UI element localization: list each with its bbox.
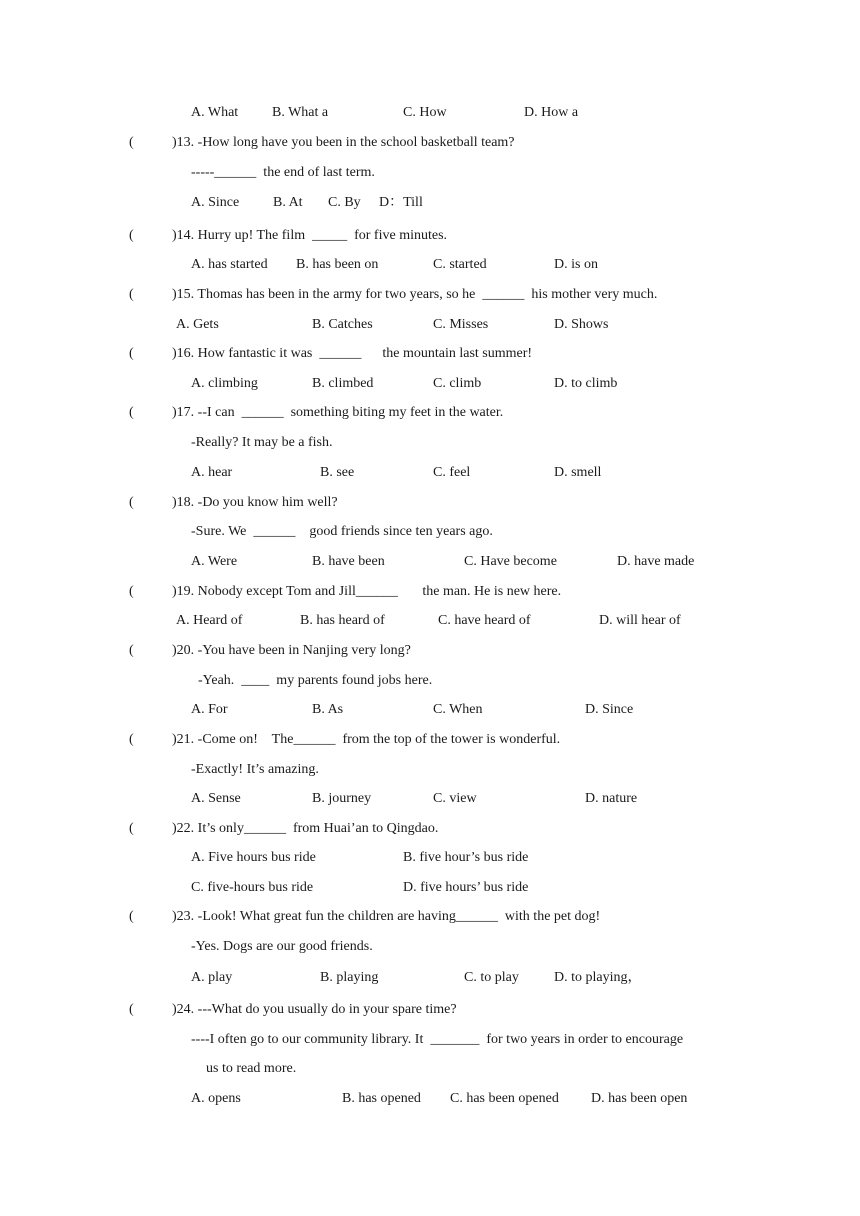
q19-option-a: A. Heard of	[176, 613, 243, 628]
q12-option-b: B. What a	[272, 105, 329, 120]
q23-option-a: A. play	[191, 970, 233, 985]
q21-line2: -Exactly! It’s amazing.	[191, 762, 319, 777]
q16-option-c: C. climb	[433, 376, 482, 391]
q20-option-b: B. As	[312, 702, 344, 717]
q22-option-b: B. five hour’s bus ride	[403, 850, 529, 865]
q24-option-c: C. has been opened	[450, 1091, 559, 1106]
q20-line2: -Yeah. ____ my parents found jobs here.	[198, 673, 433, 688]
q19-answer-paren: (	[129, 584, 134, 599]
q16-option-a: A. climbing	[191, 376, 258, 391]
q14-option-a: A. has started	[191, 257, 268, 272]
q24-option-a: A. opens	[191, 1091, 241, 1106]
q19-option-b: B. has heard of	[300, 613, 385, 628]
q24-answer-paren: (	[129, 1002, 134, 1017]
q15-option-a: A. Gets	[176, 317, 219, 332]
q18-line2: -Sure. We ______ good friends since ten years ago.	[191, 524, 493, 539]
q13-line2: -----______ the end of last term.	[191, 165, 375, 180]
q22-option-a: A. Five hours bus ride	[191, 850, 316, 865]
q12-option-d: D. How a	[524, 105, 579, 120]
q13-option-c: C. By	[328, 195, 361, 210]
q23-stem: )23. -Look! What great fun the children are having______ with the pet dog!	[172, 909, 601, 924]
q23-option-b: B. playing	[320, 970, 379, 985]
q16-stem: )16. How fantastic it was ______ the mountain last summer!	[172, 346, 533, 361]
q17-stem: )17. --I can ______ something biting my feet in the water.	[172, 405, 504, 420]
q22-option-c: C. five-hours bus ride	[191, 880, 314, 895]
q17-option-c: C. feel	[433, 465, 471, 480]
q22-answer-paren: (	[129, 821, 134, 836]
q15-stem: )15. Thomas has been in the army for two years, so he ______ his mother very much.	[172, 287, 658, 302]
q16-answer-paren: (	[129, 346, 134, 361]
q24-option-d: D. has been open	[591, 1091, 688, 1106]
q23-line2: -Yes. Dogs are our good friends.	[191, 939, 373, 954]
q20-answer-paren: (	[129, 643, 134, 658]
q14-option-c: C. started	[433, 257, 487, 272]
q18-option-b: B. have been	[312, 554, 385, 569]
q18-option-d: D. have made	[617, 554, 695, 569]
q19-option-d: D. will hear of	[599, 613, 681, 628]
q15-option-b: B. Catches	[312, 317, 373, 332]
q24-line2: ----I often go to our community library. It _______ for two years in order to encourage	[191, 1032, 684, 1047]
q18-answer-paren: (	[129, 495, 134, 510]
q17-answer-paren: (	[129, 405, 134, 420]
q20-stem: )20. -You have been in Nanjing very long?	[172, 643, 411, 658]
q23-answer-paren: (	[129, 909, 134, 924]
q13-answer-paren: (	[129, 135, 134, 150]
q21-option-b: B. journey	[312, 791, 372, 806]
q24-option-b: B. has opened	[342, 1091, 421, 1106]
q17-line2: -Really? It may be a fish.	[191, 435, 333, 450]
q15-answer-paren: (	[129, 287, 134, 302]
q13-option-d: D：Till	[379, 195, 423, 210]
q15-option-d: D. Shows	[554, 317, 609, 332]
q18-option-a: A. Were	[191, 554, 238, 569]
q13-option-a: A. Since	[191, 195, 240, 210]
q21-option-d: D. nature	[585, 791, 638, 806]
q12-option-c: C. How	[403, 105, 447, 120]
q20-option-a: A. For	[191, 702, 228, 717]
q23-option-c: C. to play	[464, 970, 519, 985]
q17-option-b: B. see	[320, 465, 355, 480]
q24-stem: )24. ---What do you usually do in your spare time?	[172, 1002, 457, 1017]
q18-stem: )18. -Do you know him well?	[172, 495, 338, 510]
q13-option-b: B. At	[273, 195, 303, 210]
q23-option-d: D. to playing，	[554, 970, 642, 985]
q22-option-d: D. five hours’ bus ride	[403, 880, 529, 895]
q14-answer-paren: (	[129, 228, 134, 243]
q24-line3: us to read more.	[206, 1061, 297, 1076]
q20-option-d: D. Since	[585, 702, 634, 717]
q13-stem: )13. -How long have you been in the school basketball team?	[172, 135, 515, 150]
q15-option-c: C. Misses	[433, 317, 489, 332]
q21-stem: )21. -Come on! The______ from the top of the tower is wonderful.	[172, 732, 561, 747]
q21-option-a: A. Sense	[191, 791, 241, 806]
q17-option-d: D. smell	[554, 465, 602, 480]
q16-option-b: B. climbed	[312, 376, 374, 391]
q16-option-d: D. to climb	[554, 376, 618, 391]
q14-stem: )14. Hurry up! The film _____ for five minutes.	[172, 228, 448, 243]
q21-option-c: C. view	[433, 791, 477, 806]
q17-option-a: A. hear	[191, 465, 233, 480]
q12-option-a: A. What	[191, 105, 239, 120]
q19-option-c: C. have heard of	[438, 613, 531, 628]
q20-option-c: C. When	[433, 702, 483, 717]
q14-option-d: D. is on	[554, 257, 598, 272]
q19-stem: )19. Nobody except Tom and Jill______ the man. He is new here.	[172, 584, 562, 599]
q18-option-c: C. Have become	[464, 554, 557, 569]
q21-answer-paren: (	[129, 732, 134, 747]
q22-stem: )22. It’s only______ from Huai’an to Qingdao.	[172, 821, 439, 836]
q14-option-b: B. has been on	[296, 257, 379, 272]
